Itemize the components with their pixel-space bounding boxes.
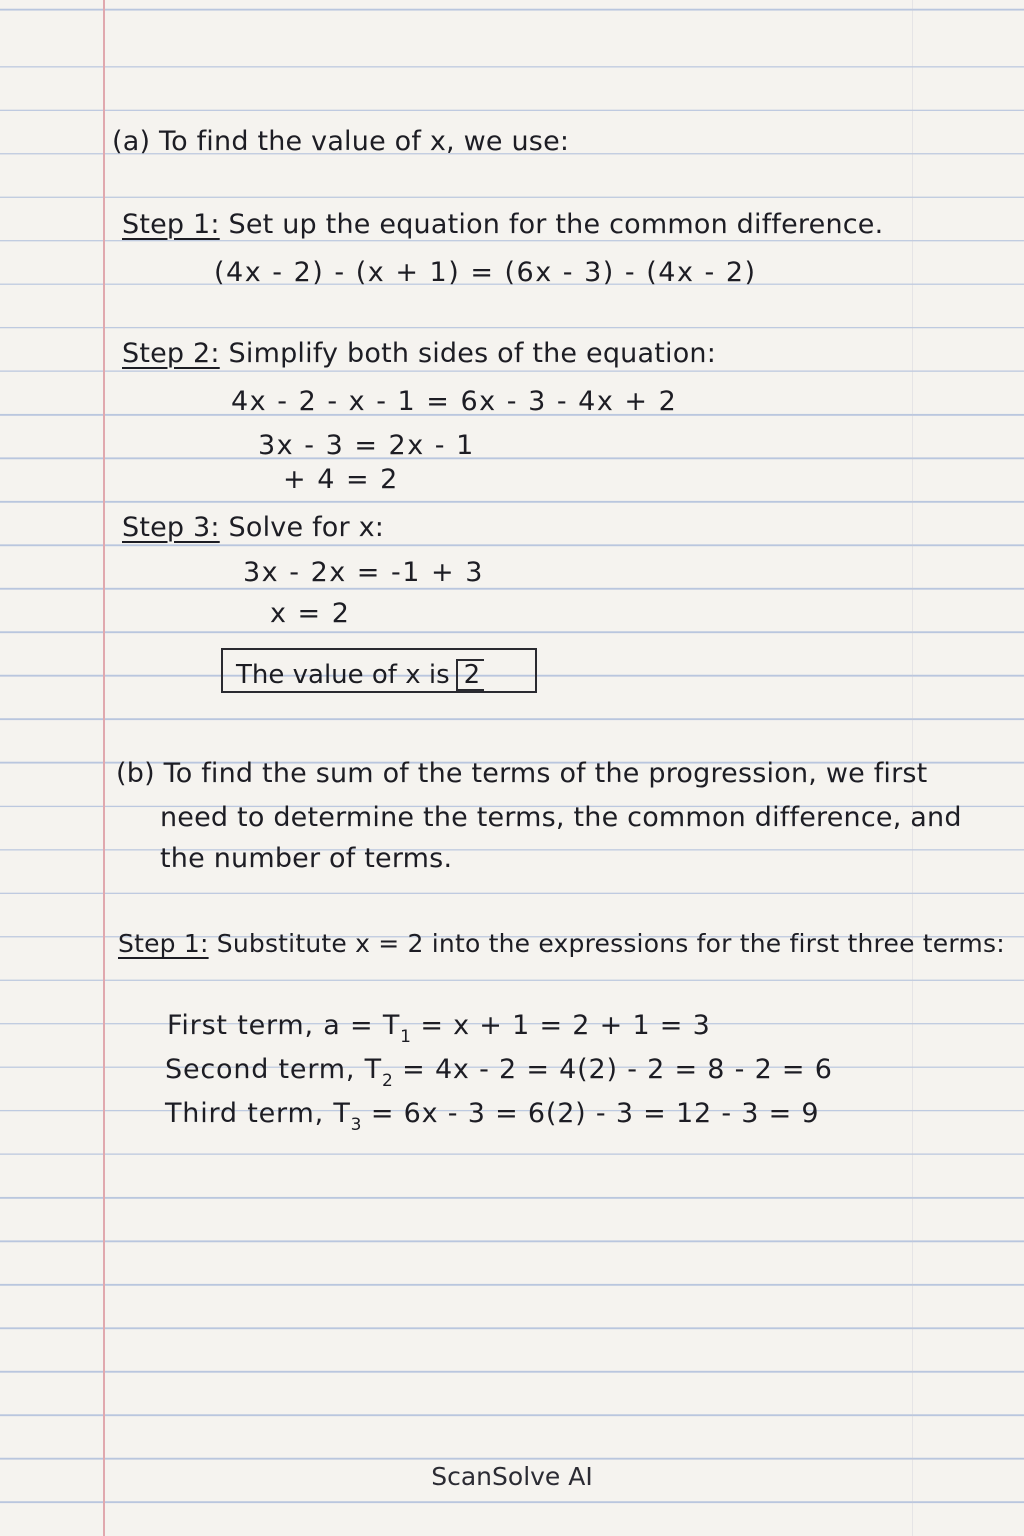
term3-line — [165, 1098, 820, 1135]
term2-sub: 2 — [381, 1071, 393, 1091]
footer-brand: ScanSolve AI — [431, 1462, 593, 1491]
term1-prefix: First term, a = T — [167, 1010, 401, 1041]
step1-label: Step 1: — [122, 209, 220, 240]
part-a-step3 — [122, 514, 384, 541]
step3-line1: 3x - 2x = -1 + 3 — [243, 557, 484, 588]
step2-line1: 4x - 2 - x - 1 = 6x - 3 - 4x + 2 — [231, 386, 678, 417]
term3-rest: = 6x - 3 = 6(2) - 3 = 12 - 3 = 9 — [361, 1098, 820, 1129]
step2-text: Simplify both sides of the equation: — [228, 338, 717, 369]
step3-label: Step 3: — [122, 512, 220, 543]
term2-line — [165, 1054, 833, 1091]
part-b-intro-line1: (b) To find the sum of the terms of the progression, we first — [116, 758, 928, 789]
step2-line3: + 4 = 2 — [283, 464, 399, 495]
part-b-step1-text: Substitute x = 2 into the expressions for the first three terms: — [216, 929, 1005, 958]
part-a-intro: (a) To find the value of x, we use: — [112, 126, 570, 157]
part-a-step1 — [122, 211, 883, 238]
part-b-intro-line3: the number of terms. — [160, 843, 453, 874]
term2-rest: = 4x - 2 = 4(2) - 2 = 8 - 2 = 6 — [392, 1054, 833, 1085]
part-b-step1 — [118, 931, 1005, 956]
step1-equation: (4x - 2) - (x + 1) = (6x - 3) - (4x - 2) — [214, 257, 757, 288]
step3-text: Solve for x: — [228, 512, 385, 543]
step2-line2: 3x - 3 = 2x - 1 — [258, 430, 475, 461]
term3-prefix: Third term, T — [165, 1098, 351, 1129]
term2-prefix: Second term, T — [165, 1054, 382, 1085]
answer-text — [236, 659, 484, 691]
term3-sub: 3 — [350, 1115, 362, 1135]
answer-value: 2 — [456, 659, 485, 691]
step3-line2: x = 2 — [270, 598, 351, 629]
term1-line — [167, 1010, 711, 1047]
term1-sub: 1 — [400, 1027, 411, 1047]
answer-box — [221, 648, 537, 693]
step2-label: Step 2: — [122, 338, 220, 369]
part-a-step2 — [122, 340, 716, 367]
term1-rest: = x + 1 = 2 + 1 = 3 — [410, 1010, 711, 1041]
margin-line — [103, 0, 105, 1536]
step1-text: Set up the equation for the common difference. — [228, 209, 884, 240]
part-b-intro-line2: need to determine the terms, the common difference, and — [160, 802, 962, 833]
part-b-step1-label: Step 1: — [118, 929, 209, 958]
answer-label: The value of x is — [236, 660, 450, 690]
